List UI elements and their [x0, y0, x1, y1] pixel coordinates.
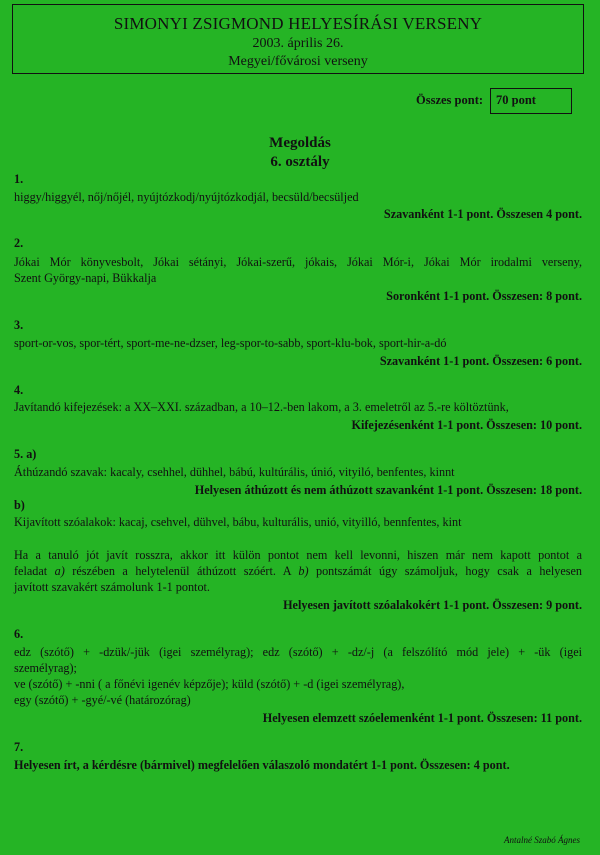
total-score-value: 70 pont: [496, 93, 536, 107]
section-7-text: Helyesen írt, a kérdésre (bármivel) megfelelően válaszoló mondatért 1-1 pont. Összesen: 4 pont.: [14, 758, 510, 772]
note-emphasis-b: b): [298, 564, 309, 578]
section-5b-text: Kijavított szóalakok: kacaj, csehvel, dühvel, bábu, kulturális, unió, vityilló, bennfentes, kint: [14, 515, 462, 529]
note-text-part: feladat: [14, 564, 55, 578]
section-2-line-2: Szent György-napi, Bükkalja: [14, 271, 157, 285]
section-3-number: 3.: [14, 318, 24, 332]
section-3-score: Szavanként 1-1 pont. Összesen: 6 pont.: [379, 354, 582, 368]
section-4-text: Javítandó kifejezések: a XX–XXI. században, a 10–12.-ben lakom, a 3. emeletről az 5.-re költöztünk,: [14, 400, 509, 414]
section-2-score: Soronként 1-1 pont. Összesen: 8 pont.: [386, 289, 582, 303]
section-3-text: sport-or-vos, spor-tért, sport-me-ne-dzser, leg-spor-to-sabb, sport-klu-bok, sport-hir-a-dó: [14, 336, 447, 350]
section-6-line-3: ve (szótő) + -nni ( a főnévi igenév képzője); küld (szótő) + -d (igei személyrag),: [14, 677, 405, 691]
section-2-number: 2.: [14, 236, 24, 250]
competition-title: SIMONYI ZSIGMOND HELYESÍRÁSI VERSENY: [113, 14, 483, 33]
section-5b-score: Helyesen javított szóalakokért 1-1 pont. Összesen: 9 pont.: [283, 598, 582, 612]
section-2-line-1: Jókai Mór könyvesbolt, Jókai sétányi, Jókai-szerű, jókais, Jókai Mór-i, Jókai Mór irodalmi verseny,: [14, 255, 582, 269]
section-6-line-1: edz (szótő) + -dzük/-jük (igei személyrag); edz (szótő) + -dz/-j (a felszólító mód jele) + -ük (igei: [14, 645, 582, 659]
section-6-line-4: egy (szótő) + -gyé/-vé (határozórag): [14, 693, 191, 707]
section-5a-score: Helyesen áthúzott és nem áthúzott szavanként 1-1 pont. Összesen: 18 pont.: [194, 483, 582, 497]
note-text-part: pontszámát úgy számoljuk, hogy csak a helyesen: [308, 564, 582, 578]
grade-title: 6. osztály: [270, 154, 330, 170]
note-emphasis-a: a): [54, 564, 65, 578]
note-text-part: részében a helytelenül áthúzott szóért. A: [64, 564, 299, 578]
section-5a-text: Áthúzandó szavak: kacaly, csehhel, dühhel, bábú, kultúrális, únió, vityiló, benfentes, kinnt: [14, 465, 455, 479]
section-4-number: 4.: [14, 383, 24, 397]
section-4-score: Kifejezésenként 1-1 pont. Összesen: 10 pont.: [351, 418, 582, 432]
author-signature: Antalné Szabó Ágnes: [504, 835, 580, 845]
section-7-number: 7.: [14, 740, 24, 754]
section-6-line-2: személyrag);: [14, 661, 77, 675]
total-score-label: Összes pont:: [416, 93, 484, 107]
section-5-note-line-1: Ha a tanuló jót javít rosszra, akkor itt külön pontot nem kell levonni, hiszen már nem kapott pontot a: [14, 548, 582, 562]
section-5-note-line-3: javított szavakért számolunk 1-1 pontot.: [14, 580, 210, 594]
page-title: Megoldás: [269, 135, 331, 151]
competition-date: 2003. április 26.: [252, 36, 344, 51]
section-1-text: higgy/higgyél, nőj/nőjél, nyújtózkodj/nyújtózkodjál, becsüld/becsüljed: [14, 190, 359, 204]
total-score-box: [490, 88, 572, 114]
section-6-number: 6.: [14, 627, 24, 641]
section-5b-label: b): [14, 498, 25, 512]
section-1-number: 1.: [14, 172, 24, 186]
section-1-score: Szavanként 1-1 pont. Összesen 4 pont.: [383, 207, 582, 221]
section-6-score: Helyesen elemzett szóelemenként 1-1 pont. Összesen: 11 pont.: [262, 711, 582, 725]
header-box: [12, 4, 584, 74]
section-5a-number: 5. a): [14, 447, 37, 461]
competition-level: Megyei/fővárosi verseny: [228, 54, 368, 69]
section-5-note-line-2: [14, 564, 582, 579]
